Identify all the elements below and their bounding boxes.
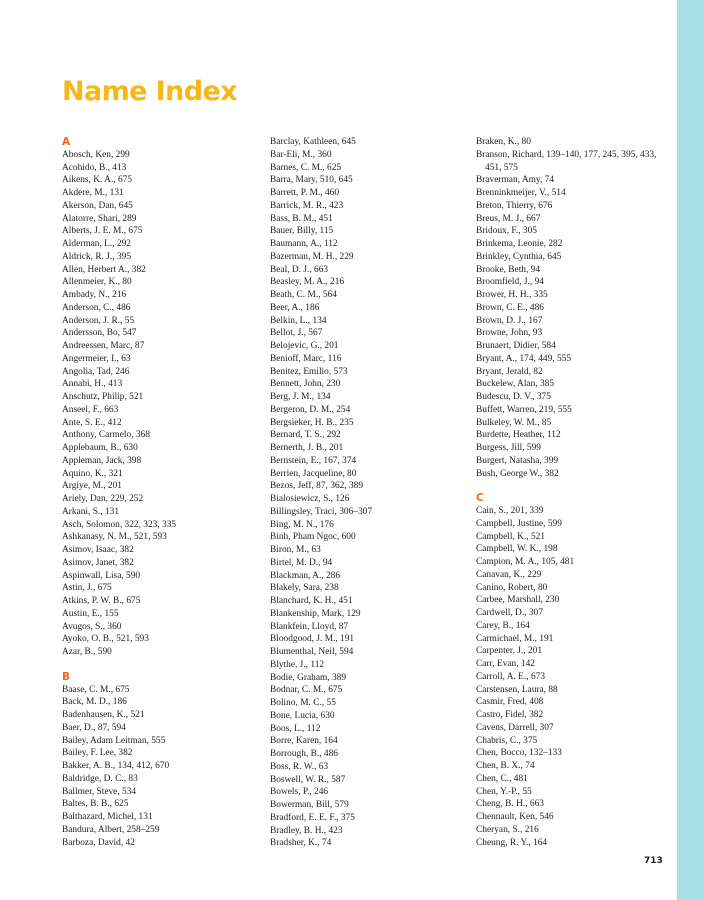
index-entry: Anderson, C., 486 [62,302,131,313]
index-entry: Bar-Eli, M., 360 [270,149,332,160]
index-entry: Bauer, Billy, 115 [270,226,334,237]
index-entry: Atkins, P. W. B., 675 [62,596,141,606]
index-entry: Barra, Mary, 510, 645 [270,175,353,186]
index-entry: Burgert, Natasha, 399 [476,455,559,466]
index-entry: Bradley, B. H., 423 [270,825,343,836]
index-entry: Barnes, C. M., 625 [270,162,342,173]
index-entry: Benioff, Marc, 116 [270,353,342,364]
index-entry: Carey, B., 164 [476,620,530,631]
index-entry: Chennault, Ken, 546 [476,812,554,822]
index-entry: Bandura, Albert, 258–259 [62,824,160,835]
index-entry: Barclay, Kathleen, 645 [270,137,356,147]
index-entry: Barboza, David, 42 [62,837,135,848]
index-entry: Chen, Bocco, 132–133 [476,748,562,759]
index-entry: Bialosiewicz, S., 126 [270,494,350,504]
section-letter-c: C [476,492,484,505]
index-entry: Angolia, Tad, 246 [62,366,130,377]
index-entry: Chabris, C., 375 [476,735,538,746]
index-entry: Brinkema, Leonie, 282 [476,239,563,249]
index-entry: Baase, C. M., 675 [62,684,130,695]
index-entry: Bowerman, Bill, 579 [270,800,349,810]
index-entry: Bradford, E. E. F., 375 [270,812,355,823]
index-entry: Bulkeley, W. M., 85 [476,417,552,428]
index-entry: Bloodgood, J. M., 191 [270,634,355,645]
index-entry: Braverman, Amy, 74 [476,175,555,186]
index-entry: Barrett, P. M., 460 [270,188,340,198]
index-entry: Baer, D., 87, 594 [62,722,126,733]
index-entry: Berg, J. M., 134 [270,392,331,402]
index-entry: Bridoux, F., 305 [476,226,537,237]
index-entry: Bazerman, M. H., 229 [270,251,354,262]
index-entry: Akerson, Dan, 645 [62,200,133,211]
index-entry: Canavan, K., 229 [476,569,542,580]
index-entry: Angermeier, I., 63 [62,353,131,364]
index-entry: Balthazard, Michel, 131 [62,812,153,822]
index-entry: Campbell, K., 521 [476,531,546,542]
index-entry: Bennett, John, 230 [270,379,341,390]
side-color-tab [677,0,703,900]
index-entry: Blanchard, K. H., 451 [270,596,353,606]
index-entry: Billingsley, Traci, 306–307 [270,506,373,517]
index-entry: Boss, R. W., 63 [270,761,329,772]
index-entry: Beer, A., 186 [270,302,320,313]
index-entry: Biron, M., 63 [270,545,321,555]
index-entry: Bryant, Jerald, 82 [476,366,543,377]
index-entry: Ayoko, O. B., 521, 593 [62,634,149,645]
index-entry: Beasley, M. A., 216 [270,277,345,288]
index-entry: Austin, E., 155 [62,608,119,619]
index-entry: Azar, B., 590 [62,647,112,657]
index-entry: Appleman, Jack, 398 [62,455,142,466]
index-entry: Avugos, S., 360 [62,621,122,632]
index-entry: Chen, C., 481 [476,773,528,784]
index-entry: Blythe, J., 112 [270,659,325,670]
page-number: 713 [644,856,663,866]
index-entry: Brown, D. J., 167 [476,315,543,326]
index-entry: Cheng, B. H., 663 [476,799,544,810]
index-entry: Blumenthal, Neil, 594 [270,647,354,657]
index-entry: Bowels, P., 246 [270,787,329,798]
index-entry: Bezos, Jeff, 87, 362, 389 [270,481,364,492]
index-entry: Benitez, Emilio, 573 [270,366,348,377]
index-entry: Allen, Herbert A., 382 [62,264,146,275]
index-entry: Carstensen, Laura, 88 [476,684,558,695]
index-entry: Boos, L., 112 [270,723,321,734]
index-entry: Bernerth, J. B., 201 [270,443,344,453]
index-entry: Cain, S., 201, 339 [476,506,544,516]
index-entry: Bing, M. N., 176 [270,519,334,530]
index-entry: Borrough, B., 486 [270,749,338,759]
index-entry: Branson, Richard, 139–140, 177, 245, 395, 433, 451, 575 [476,149,657,173]
section-letter-a: A [62,136,71,148]
index-entry: Ante, S. E., 412 [62,417,122,428]
index-entry: Brower, H. H., 335 [476,290,548,300]
index-entry: Brenninkmeijer, V., 514 [476,188,566,198]
index-entry: Bernstein, E., 167, 374 [270,455,357,466]
index-entry: Bass, B. M., 451 [270,213,333,224]
index-entry: Ambady, N., 216 [62,290,127,300]
index-entry: Belkin, L., 134 [270,315,327,326]
index-entry: Campion, M. A., 105, 481 [476,557,575,567]
index-entry: Canino, Robert, 80 [476,582,548,593]
index-entry: Binh, Pham Ngoc, 600 [270,532,356,543]
index-entry: Carmichael, M., 191 [476,633,554,644]
index-entry: Asimov, Janet, 382 [62,557,134,568]
index-entry: Blakely, Sara, 238 [270,583,339,594]
index-entry: Chen, B. X., 74 [476,761,535,771]
index-entry: Alberts, J. E. M., 675 [62,226,143,237]
index-entry: Annabi, H., 413 [62,379,123,390]
index-entry: Bone, Lucia, 630 [270,710,335,721]
index-entry: Berrien, Jacqueline, 80 [270,468,357,479]
index-entry: Campbell, W. K., 198 [476,544,558,555]
index-entry: Back, M. D., 186 [62,697,127,708]
index-entry: Aldrick, R. J., 395 [62,251,132,262]
index-entry: Arkani, S., 131 [62,506,120,517]
index-entry: Anderson, J. R., 55 [62,315,135,326]
index-entry: Browne, John, 93 [476,328,543,339]
index-entry: Cheryan, S., 216 [476,824,539,835]
index-entry: Cavens, Darrell, 307 [476,722,554,733]
index-entry: Akdere, M., 131 [62,188,124,198]
index-entry: Beal, D. J., 663 [270,264,329,275]
index-column-2 [270,136,470,850]
index-entry: Boswell, W. R., 587 [270,774,346,785]
index-entry: Allenmeier, K., 80 [62,277,132,288]
index-entry: Aikens, K. A., 675 [62,175,133,186]
index-entry: Bernard, T. S., 292 [270,430,341,441]
index-entry: Cardwell, D., 307 [476,608,543,618]
index-entry: Blackman, A., 286 [270,570,341,581]
index-entry: Carroll, A. E., 673 [476,671,546,682]
index-entry: Anseel, F., 663 [62,404,119,415]
index-entry: Alatorre, Shari, 289 [62,213,137,224]
page-title: Name Index [62,76,237,107]
index-entry: Bergeron, D. M., 254 [270,404,351,415]
index-entry: Bodnar, C. M., 675 [270,685,343,696]
index-entry: Abosch, Ken, 299 [62,149,130,160]
section-letter-b: B [62,670,71,683]
index-entry: Blankenship, Mark, 129 [270,608,361,619]
index-entry: Ashkanasy, N. M., 521, 593 [62,532,167,543]
index-entry: Baldridge, D. C., 83 [62,773,138,784]
index-entry: Casmir, Fred, 408 [476,697,544,708]
index-entry: Astin, J., 675 [62,583,112,594]
index-entry: Breton, Thierry, 676 [476,200,553,211]
index-entry: Anschutz, Philip, 521 [62,392,144,402]
index-entry: Carpenter, J., 201 [476,646,543,657]
index-entry: Buffett, Warren, 219, 555 [476,404,572,415]
index-entry: Castro, Fidel, 382 [476,710,544,720]
index-entry: Alderman, L., 292 [62,239,131,249]
index-entry: Campbell, Justine, 599 [476,518,562,529]
index-entry: Burdette, Heather, 112 [476,430,561,441]
index-entry: Ballmer, Steve, 534 [62,786,137,797]
index-entry: Brown, C. E., 486 [476,302,544,313]
index-entry: Braken, K., 80 [476,137,531,147]
index-entry: Bakker, A. B., 134, 412, 670 [62,761,170,771]
index-entry: Birtel, M. D., 94 [270,557,333,568]
index-entry: Carr, Evan, 142 [476,659,535,669]
index-entry: Brinkley, Cynthia, 645 [476,251,562,262]
index-entry: Ariely, Dan, 229, 252 [62,494,144,504]
index-column-1 [62,136,262,849]
index-entry: Anthony, Carmelo, 368 [62,430,150,441]
index-entry: Bellot, J., 567 [270,328,323,339]
index-entry: Bergsieker, H. B., 235 [270,417,354,428]
index-entry: Baumann, A., 112 [270,239,338,249]
index-entry: Burgess, Jill, 599 [476,443,541,453]
index-entry: Aspinwall, Lisa, 590 [62,570,141,581]
index-column-3 [476,136,676,849]
index-entry: Argiye, M., 201 [62,481,122,492]
index-entry: Buckelew, Alan, 385 [476,379,555,390]
index-entry: Borre, Karen, 164 [270,736,338,747]
index-entry: Andersson, Bo, 547 [62,328,137,339]
index-entry: Carbee, Marshall, 230 [476,595,560,606]
index-entry: Beath, C. M., 564 [270,290,337,300]
index-entry: Bradsher, K., 74 [270,838,332,849]
index-entry: Bailey, Adam Leitman, 555 [62,735,166,746]
index-entry: Bodie, Graham, 389 [270,672,347,683]
index-entry: Bailey, F. Lee, 382 [62,748,133,759]
index-entry: Broomfield, J., 94 [476,277,544,288]
index-entry: Budescu, D. V., 375 [476,392,551,402]
index-entry: Cheung, R. Y., 164 [476,837,548,848]
index-entry: Brooke, Beth, 94 [476,264,541,275]
index-entry: Breus, M. J., 667 [476,213,541,224]
index-entry: Aquino, K., 321 [62,468,123,479]
index-entry: Baltes, B. B., 625 [62,799,129,810]
index-entry: Badenhausen, K., 521 [62,710,145,720]
index-entry: Andreessen, Marc, 87 [62,341,145,351]
index-entry: Applebaum, B., 630 [62,443,138,453]
index-entry: Barrick, M. R., 423 [270,200,344,211]
index-entry: Asimov, Isaac, 382 [62,545,134,555]
index-entry: Blankfein, Lloyd, 87 [270,621,349,632]
index-entry: Bush, George W., 382 [476,468,559,479]
index-entry: Asch, Solomon, 322, 323, 335 [62,519,177,530]
index-entry: Brunaert, Didier, 584 [476,341,556,351]
index-entry: Chen, Y.-P., 55 [476,786,532,797]
index-entry: Acohido, B., 413 [62,162,127,173]
index-entry: Belojevic, G., 201 [270,341,339,351]
index-entry: Bryant, A., 174, 449, 555 [476,353,572,364]
index-entry: Bolino, M. C., 55 [270,698,336,708]
